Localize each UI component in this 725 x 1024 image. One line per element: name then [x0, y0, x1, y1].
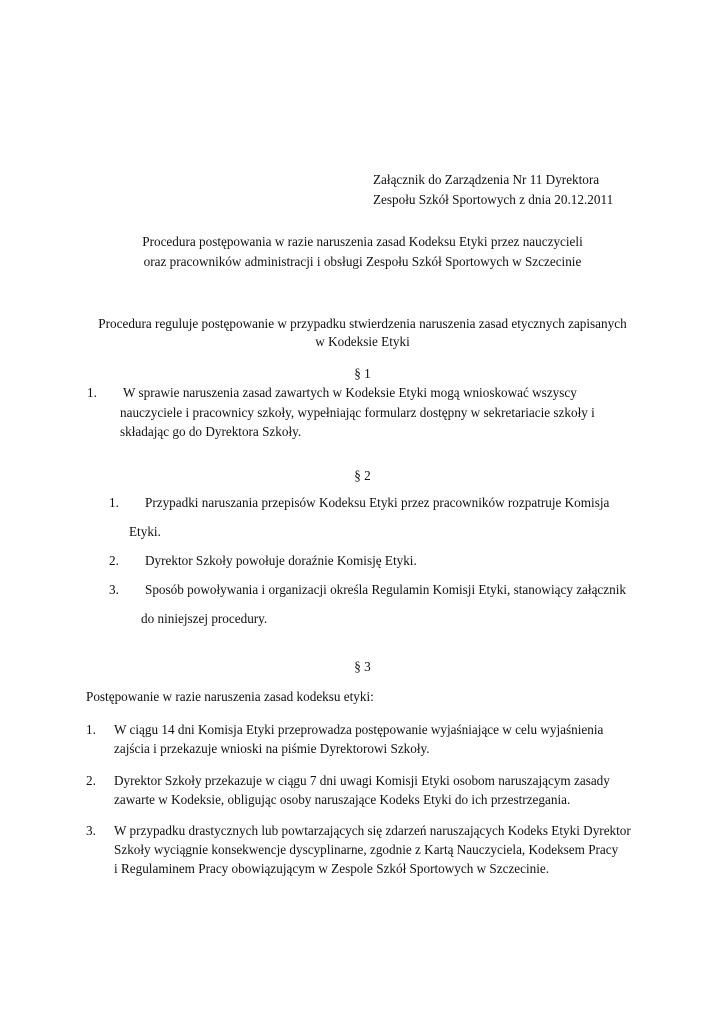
list-number: 2. — [86, 773, 96, 788]
list-item-line: W ciągu 14 dni Komisja Etyki przeprowadza postępowanie wyjaśniające w celu wyjaśnienia — [114, 722, 604, 737]
list-number: 3. — [86, 823, 96, 838]
document-title-line-2: oraz pracowników administracji i obsługi Zespołu Szkół Sportowych w Szczecinie — [143, 254, 582, 269]
list-item-line: i Regulaminem Pracy obowiązującym w Zespole Szkół Sportowych w Szczecinie. — [114, 861, 550, 876]
list-number: 3. — [109, 582, 119, 597]
intro-line-2: w Kodeksie Etyki — [315, 334, 410, 349]
section-3-heading: § 3 — [354, 659, 371, 674]
list-item-line: do niniejszej procedury. — [141, 611, 268, 626]
list-item-line: zajścia i przekazuje wnioski na piśmie Dyrektorowi Szkoły. — [114, 741, 430, 756]
attachment-line-2: Zespołu Szkół Sportowych z dnia 20.12.2011 — [373, 192, 614, 207]
list-item-line: Etyki. — [129, 524, 161, 539]
list-item-line: składając go do Dyrektora Szkoły. — [120, 424, 302, 439]
list-item-line: W sprawie naruszenia zasad zawartych w Kodeksie Etyki mogą wnioskować wszyscy — [123, 385, 577, 400]
list-number: 1. — [87, 385, 97, 400]
list-item-line: nauczyciele i pracownicy szkoły, wypełniając formularz dostępny w sekretariacie szkoły i — [120, 405, 595, 420]
list-item-line: zawarte w Kodeksie, obligując osoby naruszające Kodeks Etyki do ich przestrzegania. — [114, 792, 571, 807]
attachment-line-1: Załącznik do Zarządzenia Nr 11 Dyrektora — [373, 172, 600, 187]
list-item-line: Dyrektor Szkoły przekazuje w ciągu 7 dni uwagi Komisji Etyki osobom naruszającym zasady — [114, 773, 610, 788]
list-number: 1. — [109, 495, 119, 510]
list-item-line: Sposób powoływania i organizacji określa Regulamin Komisji Etyki, stanowiący załącznik — [145, 582, 626, 597]
section-3-intro: Postępowanie w razie naruszenia zasad kodeksu etyki: — [86, 689, 374, 704]
list-number: 2. — [109, 553, 119, 568]
section-1-heading: § 1 — [354, 366, 371, 381]
list-item-line: W przypadku drastycznych lub powtarzających się zdarzeń naruszających Kodeks Etyki Dyrektor — [114, 823, 631, 838]
intro-line-1: Procedura reguluje postępowanie w przypadku stwierdzenia naruszenia zasad etycznych zapisanych — [98, 316, 627, 331]
section-2-heading: § 2 — [354, 468, 371, 483]
list-item-line: Dyrektor Szkoły powołuje doraźnie Komisję Etyki. — [145, 553, 417, 568]
list-number: 1. — [86, 722, 96, 737]
list-item-line: Szkoły wyciągnie konsekwencje dyscyplinarne, zgodnie z Kartą Nauczyciela, Kodeksem Pracy — [114, 842, 619, 857]
document-title-line-1: Procedura postępowania w razie naruszenia zasad Kodeksu Etyki przez nauczycieli — [142, 234, 583, 249]
list-item-line: Przypadki naruszania przepisów Kodeksu Etyki przez pracowników rozpatruje Komisja — [145, 495, 610, 510]
